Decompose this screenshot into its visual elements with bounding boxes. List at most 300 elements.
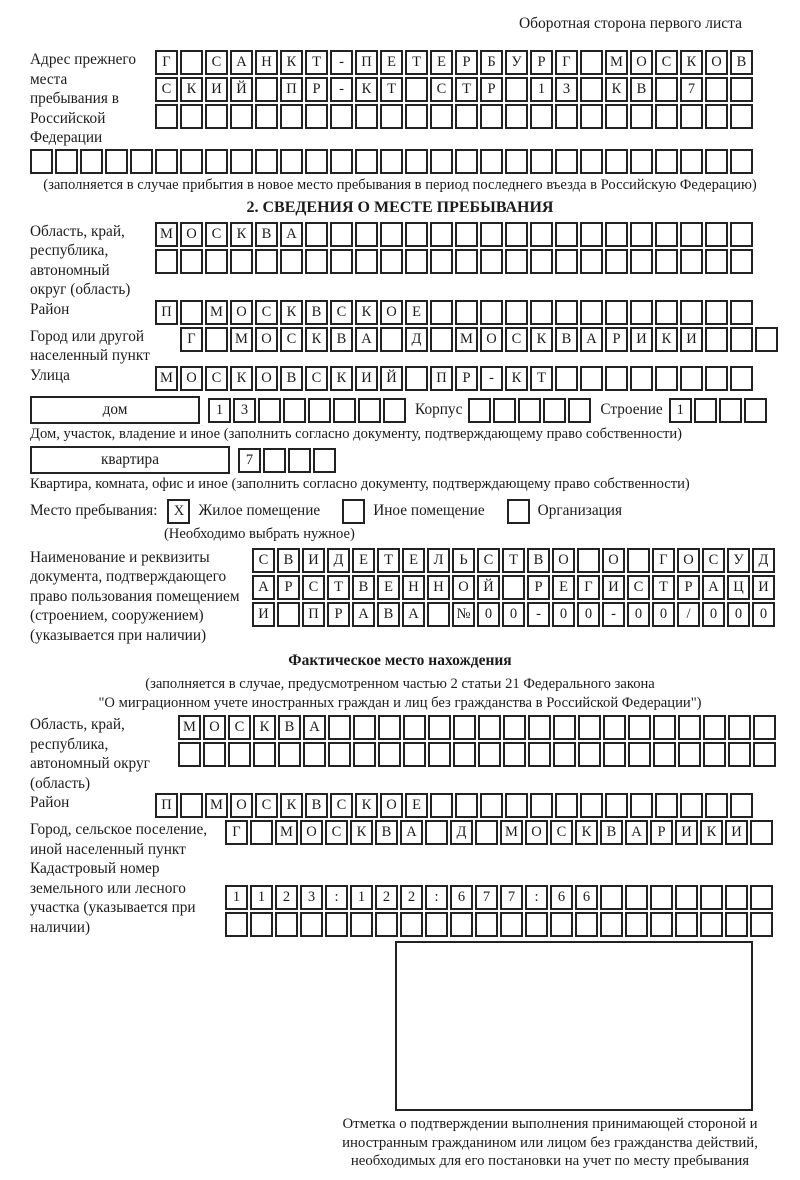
char-box[interactable]: 7 [238,448,261,473]
char-box[interactable] [730,149,753,174]
char-box[interactable] [455,222,478,247]
char-box[interactable] [453,715,476,740]
char-box[interactable] [530,104,553,129]
char-box[interactable]: М [230,327,253,352]
char-box[interactable] [30,149,53,174]
char-box[interactable] [430,149,453,174]
char-box[interactable]: М [205,793,228,818]
char-box[interactable] [630,104,653,129]
char-box[interactable]: М [155,222,178,247]
char-box[interactable] [180,249,203,274]
char-box[interactable]: П [155,300,178,325]
char-box[interactable] [580,222,603,247]
char-box[interactable] [450,912,473,937]
char-box[interactable]: В [555,327,578,352]
char-box[interactable]: 7 [475,885,498,910]
char-box[interactable] [277,602,300,627]
char-box[interactable] [180,149,203,174]
char-box[interactable]: К [655,327,678,352]
char-box[interactable] [455,793,478,818]
char-box[interactable]: О [630,50,653,75]
char-box[interactable]: 0 [627,602,650,627]
char-box[interactable]: М [205,300,228,325]
char-box[interactable] [258,398,281,423]
char-box[interactable]: : [425,885,448,910]
char-box[interactable]: Р [277,575,300,600]
char-box[interactable]: С [325,820,348,845]
char-box[interactable]: К [605,77,628,102]
char-box[interactable] [425,912,448,937]
char-box[interactable] [630,149,653,174]
char-box[interactable] [655,249,678,274]
char-box[interactable] [305,149,328,174]
char-box[interactable]: М [178,715,201,740]
char-box[interactable]: В [730,50,753,75]
char-box[interactable]: К [680,50,703,75]
char-box[interactable] [725,885,748,910]
char-box[interactable] [750,820,773,845]
char-box[interactable] [705,300,728,325]
char-box[interactable] [730,300,753,325]
char-box[interactable]: Е [430,50,453,75]
char-box[interactable] [505,222,528,247]
char-box[interactable] [505,77,528,102]
char-box[interactable]: Г [652,548,675,573]
char-box[interactable]: В [255,222,278,247]
char-box[interactable] [553,715,576,740]
char-box[interactable] [255,77,278,102]
char-box[interactable] [675,912,698,937]
char-box[interactable] [203,742,226,767]
char-box[interactable] [480,249,503,274]
char-box[interactable] [380,104,403,129]
char-box[interactable] [330,149,353,174]
char-box[interactable]: О [677,548,700,573]
char-box[interactable] [625,912,648,937]
char-box[interactable] [730,327,753,352]
char-box[interactable]: Н [427,575,450,600]
char-box[interactable]: В [278,715,301,740]
char-box[interactable] [753,742,776,767]
char-box[interactable] [253,742,276,767]
char-box[interactable] [719,398,742,423]
char-box[interactable]: И [725,820,748,845]
char-box[interactable] [705,77,728,102]
char-box[interactable]: 3 [555,77,578,102]
char-box[interactable]: С [550,820,573,845]
char-box[interactable] [275,912,298,937]
char-box[interactable]: 2 [400,885,423,910]
char-box[interactable] [503,742,526,767]
char-box[interactable] [130,149,153,174]
char-box[interactable]: К [575,820,598,845]
char-box[interactable] [358,398,381,423]
char-box[interactable]: К [330,366,353,391]
char-box[interactable] [503,715,526,740]
char-box[interactable]: И [355,366,378,391]
char-box[interactable]: 7 [680,77,703,102]
char-box[interactable]: Р [530,50,553,75]
char-box[interactable]: И [205,77,228,102]
char-box[interactable] [680,149,703,174]
char-box[interactable]: С [205,50,228,75]
char-box[interactable] [550,912,573,937]
char-box[interactable] [478,742,501,767]
char-box[interactable]: Р [527,575,550,600]
char-box[interactable]: В [305,300,328,325]
char-box[interactable] [580,793,603,818]
char-box[interactable]: А [580,327,603,352]
char-box[interactable] [405,149,428,174]
char-box[interactable] [755,327,778,352]
char-box[interactable]: М [155,366,178,391]
char-box[interactable] [453,742,476,767]
char-box[interactable] [400,912,423,937]
char-box[interactable]: О [602,548,625,573]
char-box[interactable] [480,793,503,818]
char-box[interactable] [305,104,328,129]
char-box[interactable]: 6 [575,885,598,910]
char-box[interactable] [530,249,553,274]
char-box[interactable]: О [255,366,278,391]
char-box[interactable] [705,327,728,352]
char-box[interactable]: 7 [500,885,523,910]
char-box[interactable] [255,149,278,174]
char-box[interactable] [328,742,351,767]
char-box[interactable]: Т [652,575,675,600]
char-box[interactable]: - [527,602,550,627]
char-box[interactable] [230,104,253,129]
char-box[interactable] [580,50,603,75]
char-box[interactable] [525,912,548,937]
char-box[interactable]: Е [377,575,400,600]
char-box[interactable]: С [252,548,275,573]
char-box[interactable] [555,366,578,391]
char-box[interactable] [230,249,253,274]
char-box[interactable] [405,366,428,391]
char-box[interactable] [355,249,378,274]
char-box[interactable] [288,448,311,473]
char-box[interactable] [725,912,748,937]
char-box[interactable] [630,793,653,818]
char-box[interactable] [655,366,678,391]
char-box[interactable]: Р [305,77,328,102]
char-box[interactable]: Е [405,793,428,818]
char-box[interactable] [655,793,678,818]
char-box[interactable] [630,366,653,391]
char-box[interactable] [630,222,653,247]
char-box[interactable]: В [280,366,303,391]
char-box[interactable]: № [452,602,475,627]
char-box[interactable] [455,249,478,274]
char-box[interactable]: 2 [275,885,298,910]
char-box[interactable]: М [455,327,478,352]
char-box[interactable]: / [677,602,700,627]
char-box[interactable]: А [702,575,725,600]
char-box[interactable]: 0 [727,602,750,627]
char-box[interactable]: Р [480,77,503,102]
char-box[interactable] [750,912,773,937]
char-box[interactable] [378,742,401,767]
char-box[interactable] [680,366,703,391]
char-box[interactable] [553,742,576,767]
char-box[interactable]: В [352,575,375,600]
char-box[interactable] [205,249,228,274]
char-box[interactable] [333,398,356,423]
char-box[interactable]: И [680,327,703,352]
char-box[interactable]: - [330,50,353,75]
char-box[interactable] [530,149,553,174]
char-box[interactable] [605,793,628,818]
char-box[interactable] [105,149,128,174]
char-box[interactable]: О [380,793,403,818]
char-box[interactable]: С [205,222,228,247]
char-box[interactable]: 1 [669,398,692,423]
char-box[interactable] [653,742,676,767]
char-box[interactable] [455,300,478,325]
char-box[interactable]: С [430,77,453,102]
char-box[interactable] [180,300,203,325]
char-box[interactable] [577,548,600,573]
char-box[interactable]: В [600,820,623,845]
char-box[interactable]: 0 [652,602,675,627]
char-box[interactable] [505,793,528,818]
char-box[interactable] [580,300,603,325]
char-box[interactable] [353,715,376,740]
char-box[interactable] [303,742,326,767]
char-box[interactable] [380,327,403,352]
char-box[interactable]: Н [255,50,278,75]
char-box[interactable] [403,742,426,767]
char-box[interactable]: Г [555,50,578,75]
char-box[interactable] [605,222,628,247]
char-box[interactable]: К [230,222,253,247]
checkbox-other-premises[interactable] [342,499,365,524]
char-box[interactable] [468,398,491,423]
char-box[interactable] [555,104,578,129]
char-box[interactable]: С [330,300,353,325]
char-box[interactable] [730,366,753,391]
char-box[interactable] [455,149,478,174]
char-box[interactable] [205,149,228,174]
char-box[interactable] [350,912,373,937]
char-box[interactable]: 1 [225,885,248,910]
char-box[interactable] [475,912,498,937]
char-box[interactable] [603,742,626,767]
char-box[interactable] [428,742,451,767]
char-box[interactable] [353,742,376,767]
char-box[interactable] [555,300,578,325]
char-box[interactable]: 0 [552,602,575,627]
char-box[interactable] [655,222,678,247]
char-box[interactable]: С [205,366,228,391]
char-box[interactable] [730,77,753,102]
char-box[interactable] [580,149,603,174]
char-box[interactable] [528,715,551,740]
char-box[interactable] [278,742,301,767]
char-box[interactable] [580,249,603,274]
char-box[interactable]: А [280,222,303,247]
char-box[interactable] [680,793,703,818]
char-box[interactable] [283,398,306,423]
char-box[interactable] [180,50,203,75]
char-box[interactable]: Е [402,548,425,573]
char-box[interactable]: Т [377,548,400,573]
char-box[interactable] [655,149,678,174]
char-box[interactable]: Р [455,50,478,75]
char-box[interactable] [543,398,566,423]
char-box[interactable]: Т [502,548,525,573]
char-box[interactable] [655,300,678,325]
char-box[interactable] [700,912,723,937]
char-box[interactable]: П [302,602,325,627]
char-box[interactable]: П [280,77,303,102]
char-box[interactable]: Р [455,366,478,391]
char-box[interactable]: Г [155,50,178,75]
char-box[interactable] [355,104,378,129]
char-box[interactable]: В [375,820,398,845]
char-box[interactable] [478,715,501,740]
char-box[interactable]: С [228,715,251,740]
char-box[interactable] [555,149,578,174]
char-box[interactable]: 0 [577,602,600,627]
char-box[interactable]: Д [450,820,473,845]
char-box[interactable]: В [527,548,550,573]
char-box[interactable] [705,249,728,274]
char-box[interactable] [180,104,203,129]
char-box[interactable]: О [525,820,548,845]
char-box[interactable] [430,222,453,247]
char-box[interactable] [753,715,776,740]
char-box[interactable]: О [380,300,403,325]
char-box[interactable]: С [155,77,178,102]
char-box[interactable]: Е [552,575,575,600]
char-box[interactable]: О [705,50,728,75]
char-box[interactable] [405,249,428,274]
char-box[interactable] [500,912,523,937]
char-box[interactable] [627,548,650,573]
char-box[interactable] [730,793,753,818]
char-box[interactable] [355,149,378,174]
char-box[interactable] [180,793,203,818]
char-box[interactable] [425,820,448,845]
char-box[interactable] [530,222,553,247]
char-box[interactable]: Н [402,575,425,600]
char-box[interactable]: С [302,575,325,600]
char-box[interactable]: К [280,793,303,818]
char-box[interactable]: О [552,548,575,573]
char-box[interactable] [378,715,401,740]
char-box[interactable]: Й [230,77,253,102]
char-box[interactable] [430,104,453,129]
char-box[interactable]: К [305,327,328,352]
char-box[interactable]: Т [455,77,478,102]
char-box[interactable] [428,715,451,740]
char-box[interactable] [744,398,767,423]
char-box[interactable]: К [230,366,253,391]
char-box[interactable]: В [305,793,328,818]
char-box[interactable]: К [253,715,276,740]
char-box[interactable] [505,249,528,274]
char-box[interactable]: О [255,327,278,352]
char-box[interactable] [280,149,303,174]
char-box[interactable]: - [480,366,503,391]
char-box[interactable] [403,715,426,740]
char-box[interactable]: 0 [752,602,775,627]
char-box[interactable] [580,77,603,102]
char-box[interactable]: А [252,575,275,600]
char-box[interactable] [630,249,653,274]
char-box[interactable] [55,149,78,174]
char-box[interactable] [603,715,626,740]
char-box[interactable]: К [280,50,303,75]
char-box[interactable]: - [330,77,353,102]
char-box[interactable] [678,742,701,767]
char-box[interactable] [678,715,701,740]
char-box[interactable]: 6 [450,885,473,910]
char-box[interactable]: 0 [477,602,500,627]
char-box[interactable]: У [505,50,528,75]
char-box[interactable] [205,104,228,129]
char-box[interactable] [728,715,751,740]
char-box[interactable]: П [355,50,378,75]
char-box[interactable] [475,820,498,845]
char-box[interactable]: 0 [502,602,525,627]
char-box[interactable]: О [300,820,323,845]
char-box[interactable]: К [530,327,553,352]
char-box[interactable] [705,104,728,129]
char-box[interactable]: В [330,327,353,352]
char-box[interactable]: Е [405,300,428,325]
char-box[interactable] [528,742,551,767]
char-box[interactable] [427,602,450,627]
char-box[interactable] [380,149,403,174]
char-box[interactable]: В [630,77,653,102]
char-box[interactable] [705,222,728,247]
char-box[interactable] [555,222,578,247]
char-box[interactable] [730,104,753,129]
char-box[interactable] [263,448,286,473]
char-box[interactable] [230,149,253,174]
char-box[interactable] [355,222,378,247]
char-box[interactable] [300,912,323,937]
char-box[interactable]: О [180,222,203,247]
char-box[interactable]: А [355,327,378,352]
char-box[interactable]: У [727,548,750,573]
char-box[interactable]: Р [605,327,628,352]
char-box[interactable] [430,793,453,818]
char-box[interactable]: И [252,602,275,627]
char-box[interactable]: Й [380,366,403,391]
char-box[interactable] [578,715,601,740]
char-box[interactable]: С [330,793,353,818]
char-box[interactable]: С [505,327,528,352]
char-box[interactable] [705,149,728,174]
char-box[interactable]: С [702,548,725,573]
char-box[interactable] [694,398,717,423]
char-box[interactable] [313,448,336,473]
char-box[interactable] [653,715,676,740]
char-box[interactable]: Г [577,575,600,600]
char-box[interactable] [518,398,541,423]
char-box[interactable] [650,885,673,910]
char-box[interactable] [680,249,703,274]
char-box[interactable] [705,366,728,391]
char-box[interactable]: С [305,366,328,391]
char-box[interactable]: К [505,366,528,391]
char-box[interactable]: А [625,820,648,845]
char-box[interactable]: Е [352,548,375,573]
